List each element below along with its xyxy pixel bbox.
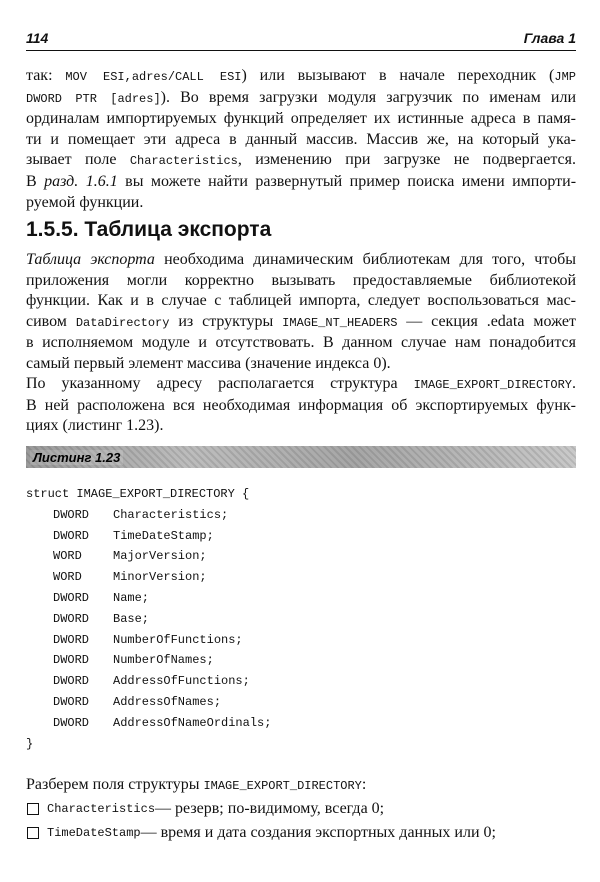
code-field: DWORD AddressOfFunctions; (53, 674, 250, 689)
text-line: зывает поле Characteristics, изменению при загрузке не подвергается. (26, 151, 577, 169)
text-line: Разберем поля структуры IMAGE_EXPORT_DIRECTORY: (26, 776, 367, 793)
code-field: DWORD Name; (53, 590, 150, 605)
checkbox-bullet-icon (27, 803, 39, 815)
code-field: WORD MajorVersion; (53, 549, 207, 564)
text-line: циях (листинг 1.23). (26, 417, 164, 435)
text-line: В ней расположена вся необходимая информация об экспортируемых функ- (26, 396, 576, 414)
text-line: приложения могли корректно вызывать предоставляемые библиотекой (26, 271, 576, 289)
text-line: ординалам импортируемых функций определяет их истинные адреса в памя- (26, 110, 576, 128)
code-field: DWORD NumberOfFunctions; (53, 632, 243, 647)
section-heading: 1.5.5. Таблица экспорта (26, 218, 272, 241)
text-line: ти и помещает эти адреса в данный массив. Массив же, на который ука- (26, 130, 576, 148)
listing-title: Листинг 1.23 (30, 450, 123, 465)
text-line: руемой функции. (26, 193, 144, 211)
code-field: DWORD TimeDateStamp; (53, 528, 214, 543)
paragraph-export-intro (26, 250, 576, 375)
code-field: DWORD AddressOfNames; (53, 694, 222, 709)
checkbox-bullet-icon (27, 827, 39, 839)
text-line: Таблица экспорта необходима динамическим библиотекам для того, чтобы (26, 251, 577, 268)
code-listing (26, 484, 576, 754)
text-line: так: MOV ESI,adres/CALL ESI) или вызывают в начале переходник (JMP (26, 67, 576, 84)
text-line: функции. Как и в случае с таблицей импорта, следует воспользоваться мас- (26, 292, 576, 310)
listing-title-bar (26, 446, 576, 468)
chapter-title: Глава 1 (523, 30, 576, 46)
code-field: DWORD NumberOfNames; (53, 653, 214, 668)
list-item: Characteristics — резерв; по-видимому, всегда 0; (26, 799, 576, 819)
paragraph-export-structure (26, 374, 576, 437)
page-header (26, 30, 576, 51)
list-item: TimeDateStamp — время и дата создания экспортных данных или 0; (26, 823, 576, 843)
code-field: DWORD Base; (53, 611, 150, 626)
text-line: сивом DataDirectory из структуры IMAGE_NT_HEADERS — секция .edata может (26, 312, 576, 330)
page-number: 114 (26, 30, 49, 46)
code-field: DWORD AddressOfNameOrdinals; (53, 715, 272, 730)
paragraph-imports (26, 66, 576, 213)
code-line-close: } (26, 736, 34, 751)
code-field: WORD MinorVersion; (53, 570, 207, 585)
text-line: самый первый элемент массива (значение индекса 0). (26, 354, 391, 372)
text-line: в исполняемом модуле и отсутствовать. В данном случае нам понадобится (26, 334, 576, 352)
paragraph-fields-intro (26, 775, 576, 797)
text-line: DWORD PTR [adres]). Во время загрузки модуля загрузчик по именам или (26, 88, 577, 106)
text-line: По указанному адресу располагается структура IMAGE_EXPORT_DIRECTORY. (26, 375, 576, 392)
text-line: В разд. 1.6.1 вы можете найти развернутый пример поиска имени импорти- (26, 172, 577, 190)
code-line-open: struct IMAGE_EXPORT_DIRECTORY { (26, 487, 250, 501)
code-field: DWORD Characteristics; (53, 507, 229, 522)
